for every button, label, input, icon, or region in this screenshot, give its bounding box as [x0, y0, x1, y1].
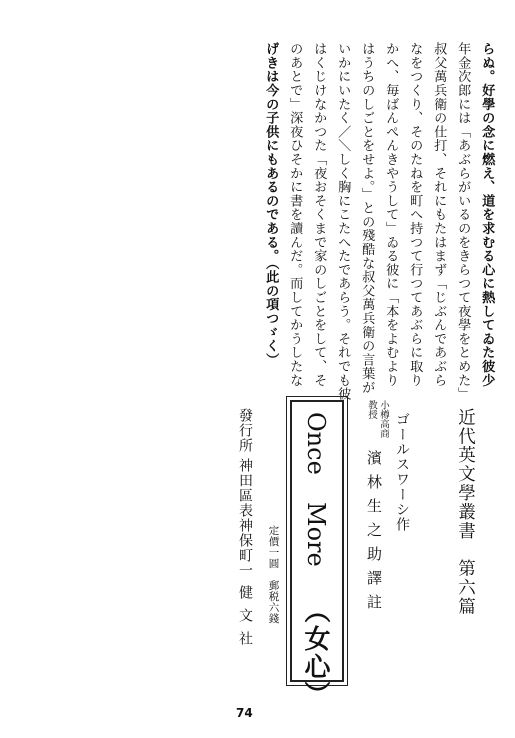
- body-line-6: はうちのしごとをせよ。」との殘酷な叔父萬兵衛の言葉が: [359, 42, 375, 395]
- translator-name: 濱林生之助譯註: [365, 450, 383, 618]
- body-line-4: なをつくり、そのたねを町へ持つて行つてあぶらに取り: [407, 42, 423, 387]
- body-line-3: 叔父萬兵衛の仕打、それにもたはまず「じぶんであぶら: [431, 42, 447, 387]
- page-number: 74: [236, 706, 253, 720]
- body-line-9: のあとで」深夜ひそかに書を讀んだ。而してかうしたな: [287, 42, 303, 387]
- publisher-name: 健文社: [237, 585, 253, 654]
- body-line-10: げきは今の子供にもあるのである。（此の項つゞく）: [263, 42, 279, 367]
- price-info: 定價一圓 郵税六錢: [267, 525, 280, 624]
- body-line-8: はくじけなかつた「夜おそくまで家のしごとをして、そ: [311, 42, 327, 387]
- body-line-5: かへ、毎ばんぺんきやうして」ゐる彼に「本をよむより: [383, 42, 399, 387]
- publisher-label: 發行所: [237, 408, 253, 453]
- author-credit: ゴールスワーシ作: [394, 412, 410, 532]
- book-title-frame: [290, 400, 344, 709]
- translator-affiliation: [365, 400, 389, 444]
- translator-affiliation-line-2: 教授: [366, 400, 377, 419]
- book-title-english-once: Once: [302, 412, 330, 475]
- book-title-english-more: More: [302, 502, 330, 567]
- body-line-7: いかにいたく／＼しく胸にこたへたであらう。それでも彼: [335, 42, 351, 401]
- translator-affiliation-line-1: 小樽高商: [378, 400, 389, 438]
- book-title-japanese: （女心）: [300, 597, 330, 709]
- publisher-address: 神田區表神保町一: [237, 458, 253, 578]
- series-title: 近代英文學叢書 第六篇: [455, 408, 476, 616]
- body-line-2: 年金次郎には「あぶらがいるのをきらつて夜學をとめた」: [455, 42, 471, 401]
- body-line-1: らぬ。好學の念に燃え、道を求むる心に熱してゐた彼少: [479, 42, 495, 387]
